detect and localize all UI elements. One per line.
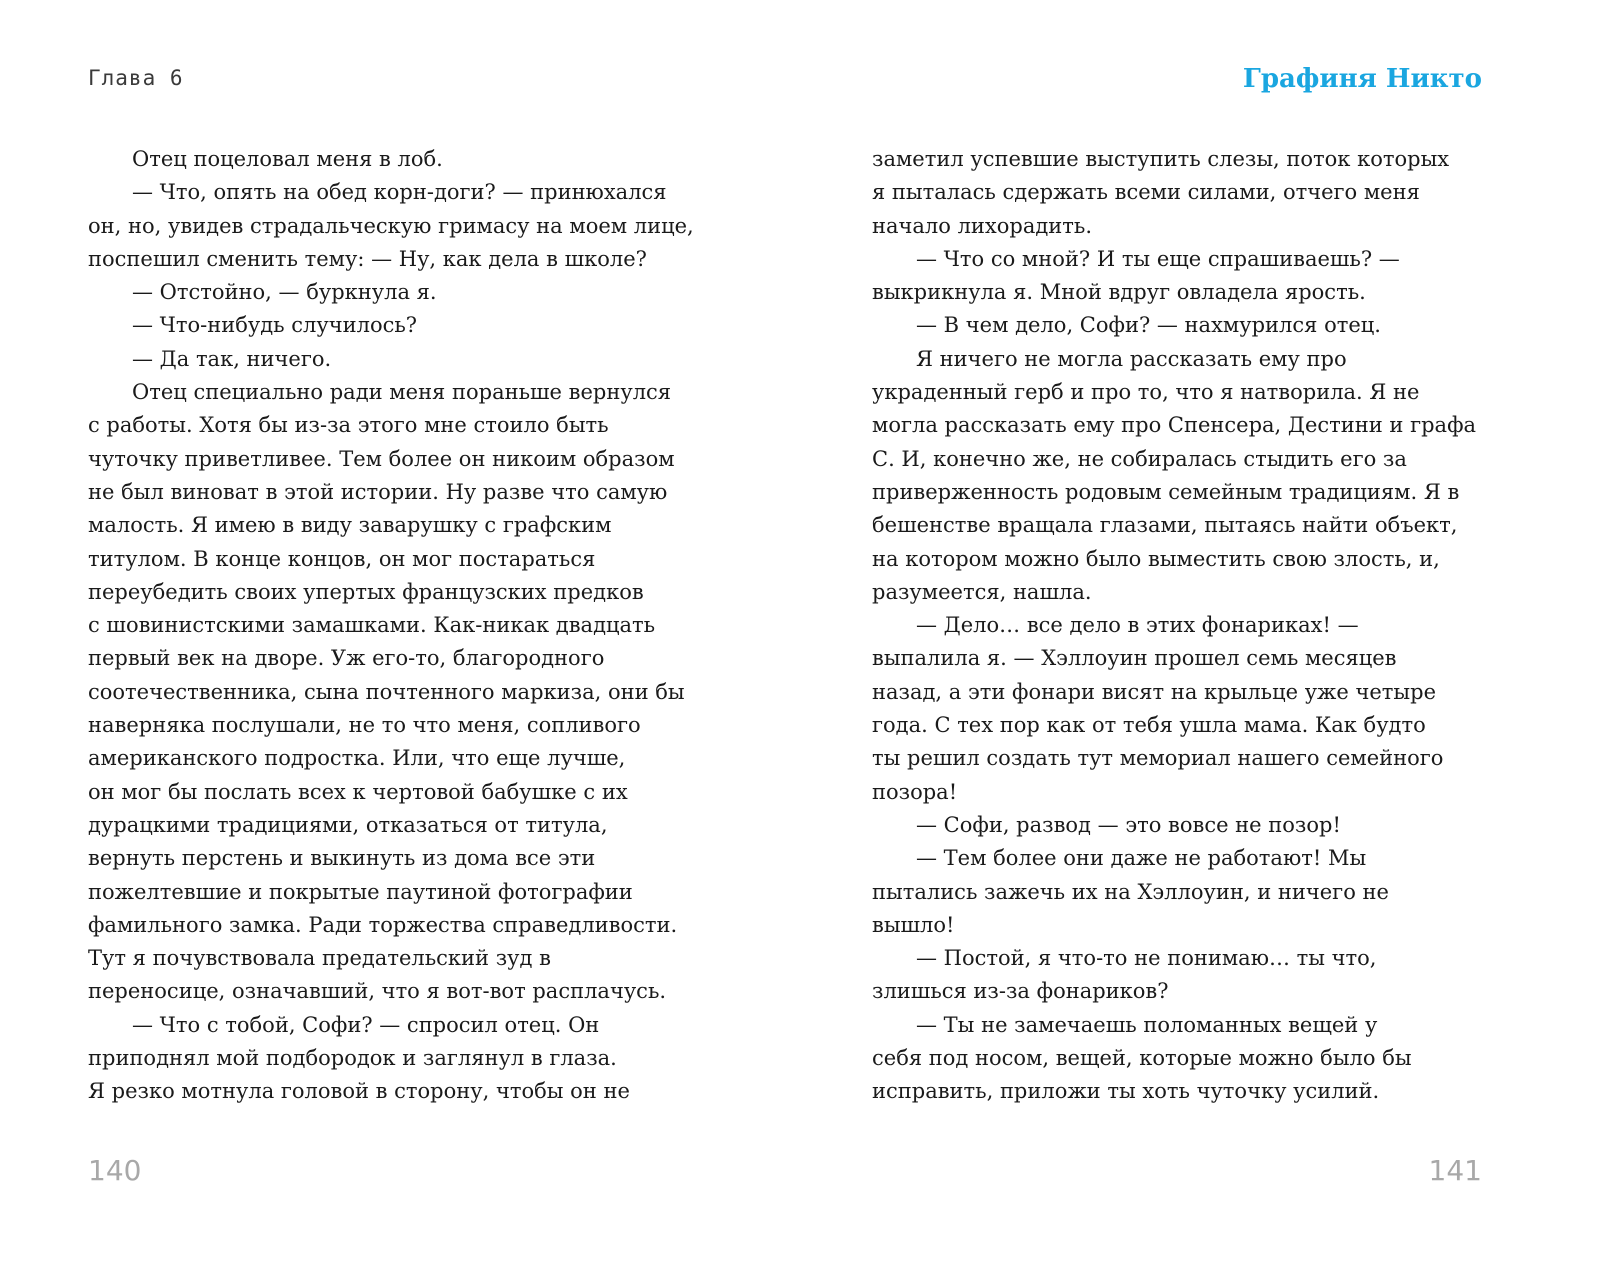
text-line: первый век на дворе. Уж его-то, благородного xyxy=(88,646,605,671)
text-line: не был виноват в этой истории. Ну разве что самую xyxy=(88,479,668,504)
text-line: начало лихорадить. xyxy=(872,213,1093,238)
text-line: — Тем более они даже не работают! Мы xyxy=(916,846,1367,871)
text-line: американского подростка. Или, что еще лучше, xyxy=(88,746,626,771)
text-line: соотечественника, сына почтенного маркиза, они бы xyxy=(88,679,685,704)
text-line: он мог бы послать всех к чертовой бабушке с их xyxy=(88,779,628,804)
right-page-number: 141 xyxy=(1428,1154,1482,1187)
text-line: — Что-нибудь случилось? xyxy=(132,313,418,338)
right-page xyxy=(800,0,1600,1280)
chapter-running-head: Глава 6 xyxy=(88,66,184,90)
text-line: могла рассказать ему про Спенсера, Дестини и графа xyxy=(872,413,1477,438)
left-page-number: 140 xyxy=(88,1154,142,1187)
text-line: — Да так, ничего. xyxy=(132,346,332,371)
text-line: — Что с тобой, Софи? — спросил отец. Он xyxy=(132,1012,600,1037)
text-line: Я ничего не могла рассказать ему про xyxy=(916,346,1347,371)
text-line: приверженность родовым семейным традициям. Я в xyxy=(872,479,1460,504)
right-page-body xyxy=(872,143,1532,1109)
text-line: — Софи, развод — это вовсе не позор! xyxy=(916,812,1341,837)
text-line: приподнял мой подбородок и заглянул в глаза. xyxy=(88,1046,617,1071)
text-line: вышло! xyxy=(872,912,955,937)
text-line: С. И, конечно же, не собиралась стыдить его за xyxy=(872,446,1407,471)
text-line: себя под носом, вещей, которые можно было бы xyxy=(872,1046,1412,1071)
text-line: пожелтевшие и покрытые паутиной фотографии xyxy=(88,879,633,904)
text-line: вернуть перстень и выкинуть из дома все эти xyxy=(88,846,596,871)
text-line: года. С тех пор как от тебя ушла мама. Как будто xyxy=(872,713,1426,738)
text-line: малость. Я имею в виду заварушку с графским xyxy=(88,513,612,538)
text-line: с шовинистскими замашками. Как-никак двадцать xyxy=(88,613,656,638)
text-line: Я резко мотнула головой в сторону, чтобы он не xyxy=(88,1079,630,1104)
text-line: бешенстве вращала глазами, пытаясь найти объект, xyxy=(872,513,1458,538)
text-line: Отец специально ради меня пораньше вернулся xyxy=(132,380,672,405)
text-line: позора! xyxy=(872,779,958,804)
text-line: — Что, опять на обед корн-доги? — принюхался xyxy=(132,180,667,205)
text-line: с работы. Хотя бы из-за этого мне стоило быть xyxy=(88,413,609,438)
text-line: дурацкими традициями, отказаться от титула, xyxy=(88,812,608,837)
text-line: злишься из-за фонариков? xyxy=(872,979,1169,1004)
text-line: переносице, означавший, что я вот-вот расплачусь. xyxy=(88,979,667,1004)
text-line: поспешил сменить тему: — Ну, как дела в школе? xyxy=(88,246,647,271)
text-line: назад, а эти фонари висят на крыльце уже четыре xyxy=(872,679,1436,704)
text-line: он, но, увидев страдальческую гримасу на моем лице, xyxy=(88,213,694,238)
text-line: — В чем дело, Софи? — нахмурился отец. xyxy=(916,313,1381,338)
text-line: титулом. В конце концов, он мог постараться xyxy=(88,546,596,571)
text-line: — Отстойно, — буркнула я. xyxy=(132,280,437,305)
text-line: украденный герб и про то, что я натворила. Я не xyxy=(872,380,1420,405)
text-line: заметил успевшие выступить слезы, поток которых xyxy=(872,147,1450,171)
text-line: Тут я почувствовала предательский зуд в xyxy=(88,946,551,971)
text-line: — Дело… все дело в этих фонариках! — xyxy=(916,613,1359,638)
text-line: пытались зажечь их на Хэллоуин, и ничего не xyxy=(872,879,1389,904)
text-line: разумеется, нашла. xyxy=(872,579,1092,604)
text-line: переубедить своих упертых французских предков xyxy=(88,579,644,604)
text-line: — Ты не замечаешь поломанных вещей у xyxy=(916,1012,1378,1037)
book-title-running-head: Графиня Никто xyxy=(1242,64,1482,94)
text-line: наверняка послушали, не то что меня, сопливого xyxy=(88,713,641,738)
text-line: выпалила я. — Хэллоуин прошел семь месяцев xyxy=(872,646,1397,671)
text-line: я пыталась сдержать всеми силами, отчего меня xyxy=(872,180,1420,205)
text-line: ты решил создать тут мемориал нашего семейного xyxy=(872,746,1444,771)
text-line: — Что со мной? И ты еще спрашиваешь? — xyxy=(916,246,1400,271)
text-line: чуточку приветливее. Тем более он никоим образом xyxy=(88,446,675,471)
text-line: Отец поцеловал меня в лоб. xyxy=(132,147,443,171)
text-line: — Постой, я что-то не понимаю… ты что, xyxy=(916,946,1377,971)
text-line: исправить, приложи ты хоть чуточку усилий. xyxy=(872,1079,1380,1104)
text-line: фамильного замка. Ради торжества справедливости. xyxy=(88,912,678,937)
left-page-body xyxy=(88,143,748,1109)
text-line: выкрикнула я. Мной вдруг овладела ярость. xyxy=(872,280,1366,305)
text-line: на котором можно было выместить свою злость, и, xyxy=(872,546,1440,571)
